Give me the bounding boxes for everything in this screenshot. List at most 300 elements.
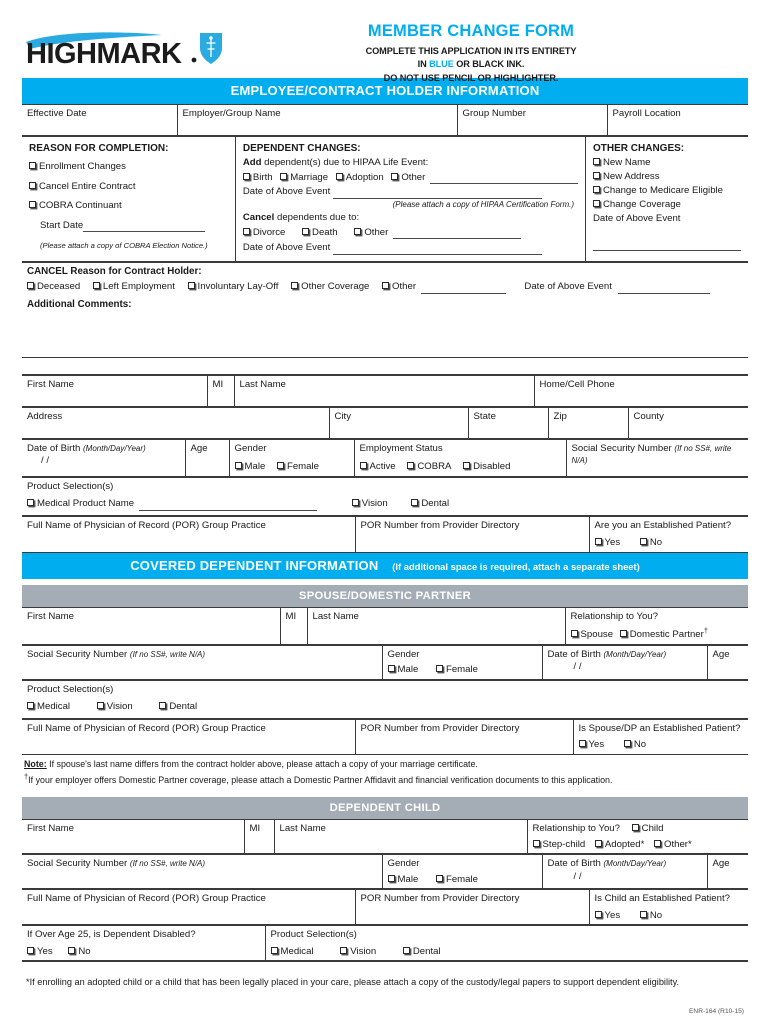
effective-date-cell[interactable] — [22, 105, 177, 136]
dob-label: Date of Birth — [547, 858, 601, 870]
spouse-notes — [22, 755, 748, 790]
checkbox-adoption[interactable] — [336, 172, 384, 184]
checkbox-label: Other — [364, 226, 389, 238]
payroll-location-cell[interactable] — [607, 105, 748, 136]
checkbox-label: No — [78, 945, 91, 957]
add-date-input-line[interactable] — [333, 190, 542, 199]
group-number-cell[interactable] — [457, 105, 607, 136]
checkbox-label: Yes — [37, 945, 53, 957]
sp-por-name-cell[interactable] — [22, 719, 355, 754]
add-date-label: Date of Above Event — [242, 186, 331, 198]
checkbox-other-cancel-reason[interactable] — [382, 281, 416, 293]
dob-format-hint: (Month/Day/Year) — [83, 443, 146, 453]
hipaa-attachment-note: (Please attach a copy of HIPAA Certification Form.) — [392, 199, 574, 209]
sp-por-number-cell[interactable] — [355, 719, 573, 754]
table-row — [22, 439, 748, 476]
other-cancel-reason-input-line[interactable] — [421, 285, 506, 294]
sp-established-patient-cell — [573, 719, 748, 754]
checkbox-enrollment-changes[interactable] — [29, 161, 228, 173]
contract-holder-products-table — [22, 477, 748, 516]
group-number-label: Group Number — [462, 108, 526, 120]
checkbox-icon[interactable] — [235, 462, 242, 469]
sp-mi-cell[interactable] — [280, 607, 307, 644]
age-label: Age — [712, 648, 730, 660]
contract-holder-address-table — [22, 407, 748, 439]
checkbox-label: Change to Medicare Eligible — [603, 185, 723, 197]
checkbox-icon[interactable] — [27, 947, 34, 954]
ch2-dob-cell[interactable] — [542, 855, 707, 889]
dob-label: Date of Birth — [27, 442, 81, 454]
checkbox-icon[interactable] — [436, 665, 443, 672]
checkbox-label: Other — [401, 171, 426, 183]
checkbox-step-child[interactable] — [533, 839, 586, 851]
dagger-marker: † — [24, 772, 29, 782]
checkbox-label: Yes — [588, 739, 605, 751]
checkbox-icon[interactable] — [27, 282, 34, 289]
table-row — [22, 375, 748, 406]
additional-comments-cell[interactable] — [22, 296, 748, 358]
svg-text:HIGHMARK: HIGHMARK — [26, 38, 182, 70]
other-cancel-input-line[interactable] — [393, 230, 521, 239]
checkbox-gender-male[interactable] — [388, 874, 419, 886]
changes-table — [22, 136, 748, 261]
ch-state-cell[interactable] — [468, 407, 548, 438]
checkbox-label: Medical Product Name — [37, 498, 135, 510]
ink-blue: BLUE — [429, 59, 454, 70]
checkbox-icon[interactable] — [403, 947, 410, 954]
phone-label: Home/Cell Phone — [539, 379, 615, 391]
ch-first-name-cell[interactable] — [22, 375, 207, 406]
checkbox-divorce[interactable] — [243, 227, 286, 239]
other-changes-date-field[interactable] — [593, 239, 741, 251]
checkbox-change-medicare-eligible[interactable] — [593, 185, 741, 197]
checkbox-icon[interactable] — [595, 840, 602, 847]
checkbox-medical-product-name[interactable] — [27, 498, 134, 510]
checkbox-label: Active — [369, 461, 396, 473]
sp-product-options-cell — [22, 696, 748, 718]
checkbox-label: Spouse — [580, 629, 614, 641]
checkbox-deceased[interactable] — [27, 281, 80, 293]
checkbox-icon[interactable] — [243, 228, 250, 235]
ch2-age-cell[interactable] — [707, 855, 748, 889]
ch-dob-cell[interactable] — [22, 439, 185, 476]
adoption-footnote: *If enrolling an adopted child or a child that has been legally placed in your care, please attach a copy of the custody/legal papers to support dependent eligibility. — [26, 977, 680, 988]
checkbox-other-relationship[interactable] — [654, 839, 692, 851]
ch-last-name-cell[interactable] — [234, 375, 534, 406]
checkbox-child[interactable] — [632, 823, 664, 835]
checkbox-gender-male[interactable] — [235, 461, 266, 473]
highmark-logo-icon — [22, 26, 222, 72]
checkbox-icon[interactable] — [411, 499, 418, 506]
ch-phone-cell[interactable] — [534, 375, 748, 406]
checkbox-label: Left Employment — [102, 281, 175, 293]
employee-section-banner: EMPLOYEE/CONTRACT HOLDER INFORMATION — [22, 78, 748, 104]
table-row — [22, 719, 748, 754]
checkbox-icon[interactable] — [29, 162, 36, 169]
checkbox-icon[interactable] — [407, 462, 414, 469]
checkbox-icon[interactable] — [68, 947, 75, 954]
sp-first-name-cell[interactable] — [22, 607, 280, 644]
ch2-por-number-cell[interactable] — [355, 890, 589, 925]
checkbox-icon[interactable] — [29, 182, 36, 189]
relationship-label: Relationship to You? — [532, 823, 620, 835]
age-label: Age — [712, 858, 730, 870]
covered-dependent-note: (If additional space is required, attach a separate sheet) — [392, 560, 640, 572]
ch-address-cell[interactable] — [22, 407, 329, 438]
relationship-label: Relationship to You? — [570, 610, 658, 622]
dob-label: Date of Birth — [547, 648, 601, 660]
checkbox-label: Medical — [280, 945, 314, 957]
checkbox-other-coverage[interactable] — [291, 281, 369, 293]
other-changes-date-input-line[interactable] — [593, 242, 741, 251]
checkbox-established-no[interactable] — [640, 537, 662, 549]
checkbox-icon[interactable] — [463, 462, 470, 469]
dependent-changes-heading: DEPENDENT CHANGES: — [242, 143, 361, 155]
ssn-note: (If no SS#, write N/A) — [129, 649, 206, 659]
ch2-mi-cell[interactable] — [244, 820, 274, 854]
checkbox-left-employment[interactable] — [93, 281, 175, 293]
checkbox-icon[interactable] — [243, 173, 250, 180]
dagger-marker: † — [703, 626, 708, 636]
table-row — [22, 407, 748, 438]
checkbox-label: Involuntary Lay-Off — [197, 281, 279, 293]
ink-post: OR BLACK INK. — [453, 59, 525, 70]
checkbox-disabled-no[interactable] — [68, 946, 90, 958]
spouse-products-table — [22, 680, 748, 719]
title-block — [234, 22, 748, 85]
table-row — [22, 516, 748, 552]
checkbox-established-no[interactable] — [624, 739, 646, 751]
ch2-last-name-cell[interactable] — [274, 820, 527, 854]
checkbox-icon[interactable] — [388, 875, 395, 882]
note-text: If spouse's last name differs from the contract holder above, please attach a copy of your marriage certificate. — [46, 758, 478, 769]
checkbox-label: New Name — [603, 157, 651, 169]
checkbox-icon[interactable] — [640, 538, 647, 545]
checkbox-label: Change Coverage — [603, 199, 681, 211]
checkbox-icon[interactable] — [360, 462, 367, 469]
checkbox-change-coverage[interactable] — [593, 199, 741, 211]
checkbox-icon[interactable] — [579, 740, 586, 747]
checkbox-death[interactable] — [302, 227, 338, 239]
checkbox-icon[interactable] — [620, 630, 627, 637]
checkbox-established-yes[interactable] — [595, 537, 621, 549]
ssn-label: Social Security Number — [27, 648, 128, 660]
add-bold: Add — [242, 157, 262, 169]
ink-pre: IN — [417, 59, 430, 70]
cancel-bold: Cancel — [242, 212, 275, 224]
ch2-product-selections-cell — [265, 926, 748, 961]
dob-format-hint: (Month/Day/Year) — [603, 859, 667, 869]
checkbox-icon[interactable] — [595, 911, 602, 918]
checkbox-established-yes[interactable] — [579, 739, 605, 751]
checkbox-label: Adoption — [345, 171, 384, 183]
checkbox-icon[interactable] — [27, 702, 34, 709]
add-dependents-line — [243, 157, 578, 169]
ssn-label: Social Security Number — [571, 442, 672, 454]
table-row — [22, 645, 748, 679]
table-row — [22, 493, 748, 515]
checkbox-cobra-continuant[interactable] — [29, 200, 228, 212]
checkbox-label: Other Coverage — [301, 281, 370, 293]
checkbox-disabled-yes[interactable] — [27, 946, 53, 958]
page-title: MEMBER CHANGE FORM — [367, 22, 575, 40]
mi-label: MI — [285, 610, 297, 622]
table-row — [22, 855, 748, 889]
ssn-note: (If no SS#, write N/A) — [571, 443, 732, 466]
checkbox-icon[interactable] — [593, 200, 600, 207]
checkbox-icon[interactable] — [277, 462, 284, 469]
checkbox-label: Domestic Partner — [629, 629, 704, 641]
checkbox-label: Step-child — [542, 838, 586, 850]
checkbox-label: Adopted* — [604, 838, 645, 850]
checkbox-spouse[interactable] — [571, 629, 614, 641]
checkbox-label: Other — [392, 281, 417, 293]
cobra-start-date-field[interactable] — [40, 220, 228, 232]
checkbox-icon[interactable] — [97, 702, 104, 709]
cancel-options-row — [243, 227, 578, 239]
other-changes-date-label: Date of Above Event — [593, 213, 681, 225]
checkbox-active[interactable] — [360, 461, 396, 473]
other-changes-cell — [586, 137, 749, 261]
checkbox-medical[interactable] — [27, 701, 70, 713]
add-rest: dependent(s) due to HIPAA Life Event: — [261, 157, 429, 169]
checkbox-icon[interactable] — [93, 282, 100, 289]
table-row — [22, 926, 748, 961]
checkbox-label: No — [649, 909, 663, 921]
checkbox-icon[interactable] — [391, 173, 398, 180]
other-changes-heading: OTHER CHANGES: — [593, 143, 685, 155]
checkbox-label: Male — [397, 664, 419, 676]
ssn-label: Social Security Number — [27, 858, 128, 870]
spouse-child-gap — [22, 789, 748, 797]
checkbox-icon[interactable] — [336, 173, 343, 180]
ch2-por-name-cell[interactable] — [22, 890, 355, 925]
table-row — [22, 477, 748, 493]
cancel-reason-date-label: Date of Above Event — [524, 281, 612, 293]
checkbox-icon[interactable] — [302, 228, 309, 235]
checkbox-icon[interactable] — [595, 538, 602, 545]
checkbox-cancel-entire-contract[interactable] — [29, 181, 228, 193]
address-label: Address — [27, 410, 63, 422]
checkbox-vision[interactable] — [340, 946, 376, 958]
ch-mi-cell[interactable] — [207, 375, 234, 406]
checkbox-icon[interactable] — [654, 840, 661, 847]
checkbox-gender-female[interactable] — [436, 664, 478, 676]
first-name-label: First Name — [27, 379, 74, 391]
sp-dob-cell[interactable] — [542, 645, 707, 679]
checkbox-established-yes[interactable] — [595, 910, 621, 922]
checkbox-gender-male[interactable] — [388, 664, 419, 676]
checkbox-label: Dental — [421, 498, 450, 510]
checkbox-icon[interactable] — [571, 630, 578, 637]
dob-slashes: / / — [573, 870, 582, 882]
gender-label: Gender — [234, 442, 267, 454]
checkbox-vision[interactable] — [97, 701, 133, 713]
checkbox-icon[interactable] — [27, 499, 34, 506]
ch-established-patient-cell — [589, 516, 748, 552]
sp-relationship-cell — [565, 607, 748, 644]
checkbox-involuntary-layoff[interactable] — [188, 281, 279, 293]
checkbox-vision[interactable] — [352, 498, 388, 510]
gender-label: Gender — [387, 858, 420, 870]
ch-age-cell[interactable] — [185, 439, 229, 476]
dob-format-hint: (Month/Day/Year) — [603, 649, 667, 659]
spouse-por-table — [22, 719, 748, 755]
checkbox-icon[interactable] — [29, 201, 36, 208]
masthead — [22, 0, 748, 83]
cancel-date-input-line[interactable] — [333, 246, 542, 255]
first-name-label: First Name — [27, 823, 74, 835]
table-row — [22, 137, 748, 261]
checkbox-label: Vision — [106, 701, 133, 713]
por-label: Full Name of Physician of Record (POR) Group Practice — [27, 722, 266, 734]
cancel-reason-date-input-line[interactable] — [618, 285, 710, 294]
checkbox-label: Marriage — [290, 171, 329, 183]
checkbox-cobra[interactable] — [407, 461, 451, 473]
sp-product-selections-cell — [22, 680, 748, 696]
instruction-line-1: COMPLETE THIS APPLICATION IN ITS ENTIRETY — [365, 46, 577, 56]
covered-dependent-banner — [22, 553, 748, 579]
ch-product-selections-cell — [22, 477, 748, 493]
checkbox-new-name[interactable] — [593, 157, 741, 169]
established-patient-label: Is Child an Established Patient? — [594, 893, 730, 905]
checkbox-domestic-partner[interactable] — [620, 626, 708, 642]
cancel-date-field[interactable] — [243, 242, 578, 254]
checkbox-icon[interactable] — [159, 702, 166, 709]
ssn-note: (If no SS#, write N/A) — [129, 859, 206, 869]
checkbox-icon[interactable] — [188, 282, 195, 289]
checkbox-icon[interactable] — [632, 824, 639, 831]
checkbox-icon[interactable] — [533, 840, 540, 847]
checkbox-marriage[interactable] — [280, 172, 328, 184]
checkbox-icon[interactable] — [271, 947, 278, 954]
checkbox-icon[interactable] — [593, 186, 600, 193]
checkbox-icon[interactable] — [280, 173, 287, 180]
checkbox-label: Divorce — [252, 226, 286, 238]
table-row — [22, 696, 748, 718]
checkbox-icon[interactable] — [354, 228, 361, 235]
start-date-input-line[interactable] — [83, 223, 205, 232]
checkbox-dental[interactable] — [403, 946, 441, 958]
sp-ssn-cell[interactable] — [22, 645, 382, 679]
checkbox-label: No — [633, 739, 647, 751]
por-label: Full Name of Physician of Record (POR) Group Practice — [27, 893, 266, 905]
ch-city-cell[interactable] — [329, 407, 468, 438]
checkbox-label: Vision — [350, 945, 377, 957]
sp-last-name-cell[interactable] — [307, 607, 565, 644]
contract-holder-table — [22, 374, 748, 407]
checkbox-established-no[interactable] — [640, 910, 662, 922]
ch-product-options-cell — [22, 493, 748, 515]
add-date-field[interactable] — [243, 186, 578, 198]
ch-ssn-cell[interactable] — [566, 439, 748, 476]
cancel-reason-cell — [22, 262, 748, 296]
checkbox-other-cancel[interactable] — [354, 227, 388, 239]
checkbox-adopted[interactable] — [595, 839, 644, 851]
checkbox-new-address[interactable] — [593, 171, 741, 183]
checkbox-icon[interactable] — [291, 282, 298, 289]
ch-zip-cell[interactable] — [548, 407, 628, 438]
checkbox-icon[interactable] — [593, 158, 600, 165]
effective-date-label: Effective Date — [27, 108, 87, 120]
checkbox-medical[interactable] — [271, 946, 314, 958]
state-label: State — [473, 410, 496, 422]
checkbox-icon[interactable] — [593, 172, 600, 179]
ch2-ssn-cell[interactable] — [22, 855, 382, 889]
ch-gender-cell — [229, 439, 354, 476]
child-demographics-table — [22, 854, 748, 889]
product-selections-label: Product Selection(s) — [270, 929, 357, 941]
last-name-label: Last Name — [279, 823, 326, 835]
checkbox-gender-female[interactable] — [277, 461, 319, 473]
checkbox-label: Male — [397, 873, 419, 885]
checkbox-label: Yes — [604, 537, 621, 549]
checkbox-icon[interactable] — [624, 740, 631, 747]
table-row — [22, 680, 748, 696]
instruction-line-3: DO NOT USE PENCIL OR HIGHLIGHTER. — [383, 72, 559, 83]
instruction-line-2 — [234, 58, 708, 71]
ch-por-number-cell[interactable] — [355, 516, 589, 552]
instructions — [234, 45, 708, 85]
last-name-label: Last Name — [312, 610, 359, 622]
dependent-changes-cell — [235, 137, 585, 261]
checkbox-disabled[interactable] — [463, 461, 510, 473]
checkbox-dental[interactable] — [159, 701, 197, 713]
checkbox-birth[interactable] — [243, 172, 273, 184]
table-row — [22, 105, 748, 136]
cancel-dependents-line — [243, 212, 578, 224]
zip-label: Zip — [553, 410, 567, 422]
por-number-label: POR Number from Provider Directory — [360, 519, 520, 531]
checkbox-icon[interactable] — [640, 911, 647, 918]
ch2-relationship-cell — [527, 820, 748, 854]
checkbox-label: Cancel Entire Contract — [39, 180, 136, 192]
medical-product-name-input-line[interactable] — [139, 502, 317, 511]
checkbox-gender-female[interactable] — [436, 874, 478, 886]
employer-group-name-cell[interactable] — [177, 105, 457, 136]
checkbox-icon[interactable] — [382, 282, 389, 289]
por-number-label: POR Number from Provider Directory — [360, 722, 520, 734]
checkbox-label: New Address — [603, 171, 660, 183]
checkbox-icon[interactable] — [388, 665, 395, 672]
checkbox-label: Vision — [361, 498, 388, 510]
checkbox-label: Birth — [252, 171, 273, 183]
checkbox-icon[interactable] — [436, 875, 443, 882]
child-disability-products-table — [22, 925, 748, 962]
checkbox-label: Deceased — [37, 281, 81, 293]
child-name-table — [22, 819, 748, 854]
checkbox-other-add[interactable] — [391, 172, 425, 184]
checkbox-dental[interactable] — [411, 498, 449, 510]
sp-age-cell[interactable] — [707, 645, 748, 679]
product-selections-label: Product Selection(s) — [27, 683, 114, 695]
checkbox-icon[interactable] — [340, 947, 347, 954]
ch-por-name-cell[interactable] — [22, 516, 355, 552]
ch2-first-name-cell[interactable] — [22, 820, 244, 854]
other-add-input-line[interactable] — [430, 175, 578, 184]
mi-label: MI — [249, 823, 261, 835]
start-date-label: Start Date — [40, 219, 84, 231]
ch-county-cell[interactable] — [628, 407, 748, 438]
established-patient-label: Are you an Established Patient? — [594, 519, 732, 531]
dob-slashes: / / — [41, 455, 49, 467]
checkbox-icon[interactable] — [352, 499, 359, 506]
checkbox-label: Other* — [664, 838, 692, 850]
por-label: Full Name of Physician of Record (POR) Group Practice — [27, 519, 266, 531]
section-spacer — [22, 358, 748, 374]
sp-gender-cell — [382, 645, 542, 679]
gender-label: Gender — [387, 648, 420, 660]
